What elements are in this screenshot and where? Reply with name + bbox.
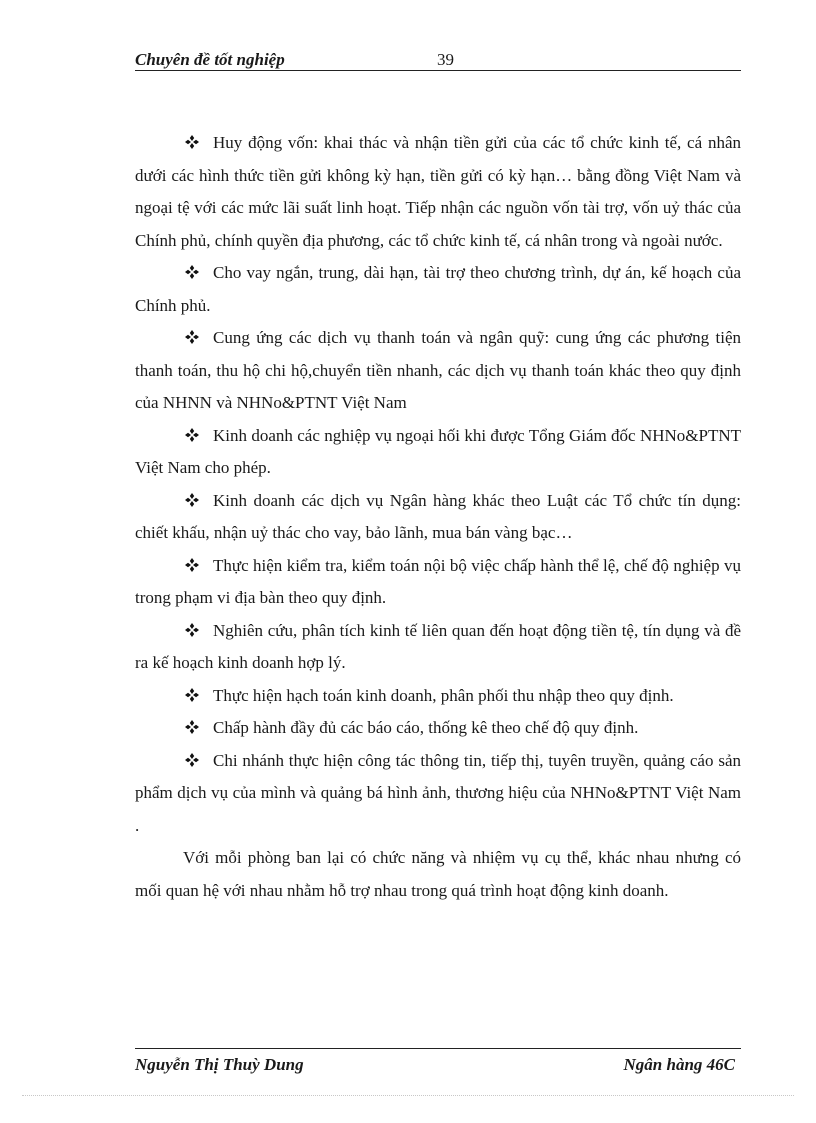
bullet-paragraph: [135, 420, 741, 485]
page-footer: [135, 1048, 741, 1077]
four-diamond-bullet-icon: [185, 135, 199, 149]
paragraph-text: Thực hiện hạch toán kinh doanh, phân phối thu nhập theo quy định.: [213, 685, 674, 705]
bullet-paragraph: [135, 485, 741, 550]
four-diamond-bullet-icon: [185, 688, 199, 702]
page-body: [135, 127, 741, 907]
four-diamond-bullet-icon: [185, 493, 199, 507]
four-diamond-bullet-icon: [185, 623, 199, 637]
paragraph-text: Kinh doanh các nghiệp vụ ngoại hối khi được Tổng Giám đốc NHNo&PTNT Việt Nam cho phép.: [135, 425, 741, 477]
bullet-paragraph: [135, 712, 741, 745]
paragraph-text: Kinh doanh các dịch vụ Ngân hàng khác theo Luật các Tổ chức tín dụng: chiết khấu, nhận uỷ thác cho vay, bảo lãnh, mua bán vàng bạc…: [135, 490, 741, 542]
paragraph-text: Chấp hành đầy đủ các báo cáo, thống kê theo chế độ quy định.: [213, 718, 639, 737]
four-diamond-bullet-icon: [185, 428, 199, 442]
four-diamond-bullet-icon: [185, 265, 199, 279]
page-number: 39: [437, 50, 454, 69]
four-diamond-bullet-icon: [185, 558, 199, 572]
bullet-paragraph: [135, 550, 741, 615]
four-diamond-bullet-icon: [185, 720, 199, 734]
bullet-paragraph: [135, 127, 741, 257]
page-header: [135, 48, 741, 71]
page-edge-divider: [22, 1095, 794, 1096]
class-name: Ngân hàng 46C: [623, 1055, 735, 1074]
paragraph-text: Cho vay ngắn, trung, dài hạn, tài trợ theo chương trình, dự án, kế hoạch của Chính phủ.: [135, 263, 741, 315]
bullet-paragraph: [135, 745, 741, 843]
author-name: Nguyễn Thị Thuỳ Dung: [135, 1055, 304, 1074]
document-title: Chuyên đề tốt nghiệp: [135, 50, 285, 69]
bullet-paragraph: [135, 257, 741, 322]
bullet-paragraph: [135, 322, 741, 420]
four-diamond-bullet-icon: [185, 330, 199, 344]
bullet-paragraph: [135, 615, 741, 680]
paragraph-text: Nghiên cứu, phân tích kinh tế liên quan đến hoạt động tiền tệ, tín dụng và đề ra kế hoạch kinh doanh hợp lý.: [135, 620, 741, 672]
four-diamond-bullet-icon: [185, 753, 199, 767]
paragraph-text: Thực hiện kiểm tra, kiểm toán nội bộ việc chấp hành thể lệ, chế độ nghiệp vụ trong phạm vi địa bàn theo quy định.: [135, 555, 741, 607]
bullet-paragraph: [135, 680, 741, 713]
paragraph-text: Huy động vốn: khai thác và nhận tiền gửi của các tổ chức kinh tế, cá nhân dưới các hình thức tiền gửi không kỳ hạn, tiền gửi có kỳ hạn… bằng đồng Việt Nam và ngoại tệ với các mức lãi suất linh hoạt. Tiếp nhận các nguồn vốn tài trợ, vốn uỷ thác của Chính phủ, chính quyền địa phương, các tổ chức kinh tế, cá nhân trong và ngoài nước.: [135, 133, 741, 250]
closing-paragraph: Với mỗi phòng ban lại có chức năng và nhiệm vụ cụ thể, khác nhau nhưng có mối quan hệ với nhau nhằm hỗ trợ nhau trong quá trình hoạt động kinh doanh.: [135, 848, 741, 900]
paragraph-text: Chi nhánh thực hiện công tác thông tin, tiếp thị, tuyên truyền, quảng cáo sản phẩm dịch vụ của mình và quảng bá hình ảnh, thương hiệu của NHNo&PTNT Việt Nam .: [135, 750, 741, 835]
paragraph-text: Cung ứng các dịch vụ thanh toán và ngân quỹ: cung ứng các phương tiện thanh toán, thu hộ chi hộ,chuyển tiền nhanh, các dịch vụ thanh toán khác theo quy định của NHNN và NHNo&PTNT Việt Nam: [135, 328, 741, 412]
